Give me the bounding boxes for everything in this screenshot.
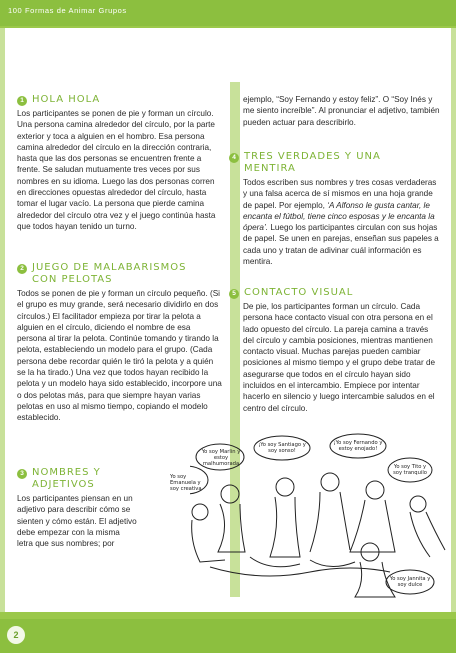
- body-text-a: Todos escriben sus nombres y tres cosas verdaderas y una falsa acerca de sí mismos en una hoja grande de papel. Por ejemplo,: [243, 178, 437, 210]
- header-bar: [0, 0, 456, 26]
- body-example: ‘A Alfonso le gusta cantar, le encanta el fútbol, tiene cinco esposas y le encanta la ópera’.: [243, 200, 435, 233]
- footer-band: [0, 619, 456, 653]
- header-title: 100 Formas de Animar Grupos: [8, 6, 127, 15]
- section-body: De pie, los participantes forman un círculo. Cada persona hace contacto visual con otra persona en el lado opuesto del círculo. La pareja camina a través del círculo y cambia posiciones, mientras mantienen contacto visual. Muchas parejas pueden cambiar posiciones al mismo tiempo y el grupo debe tratar de asegurarse que todos en el círculo hayan sido incluidos en el intercambio. Empiece por intentar hacerlo en silencio y luego intercambie saludos en el centro del círculo.: [243, 302, 436, 413]
- section-number: 1: [17, 96, 27, 106]
- section-title: CONTACTO VISUAL: [244, 287, 354, 298]
- section-title: NOMBRES Y ADJETIVOS: [32, 467, 101, 490]
- speech-bubble: Yo soy Marlin y estoy malhumorada: [201, 449, 241, 468]
- section-nombres-adjetivos: [17, 467, 137, 549]
- section-number: 4: [229, 153, 239, 163]
- continuation-text: ejemplo, “Soy Fernando y estoy feliz”. O “Soy Inés y me siento increíble”. Al pronunciar el adjetivo, también pueden actuar para describirlo.: [243, 95, 440, 127]
- speech-bubble: Yo soy Emanuela y soy creativa: [170, 474, 202, 493]
- section-title: JUEGO DE MALABARISMOS CON PELOTAS: [32, 262, 187, 285]
- speech-bubble: ¡Yo soy Santiago y soy sonso!: [258, 442, 306, 455]
- right-margin-stripe: [451, 28, 456, 612]
- section-body: Todos se ponen de pie y forman un círculo pequeño. (Si el grupo es muy grande, será necesario dividirlo en dos círculos.) El facilitador empieza por tirar la pelota a alguien en el círculo, diciendo el nombre de esa persona al tirar la pelota. Continúe tomando y tirando la pelota, estableciendo un modelo para el grupo. (Cada persona debe recordar quién le tiró la pelota y a quién se la ha tirado.) Una vez que todos hayan recibido la pelota y un modelo haya sido establecido, incorpore una o dos pelotas más, para que siempre hayan varias pelotas en uso al mismo tiempo, copiando el modelo establecido.: [17, 289, 222, 423]
- section-hola-hola: [17, 94, 222, 232]
- section-body: [243, 177, 441, 267]
- speech-bubble: Yo soy Tito y soy tranquilo: [393, 464, 427, 477]
- left-margin-stripe: [0, 28, 5, 612]
- section-number: 5: [229, 289, 239, 299]
- section-contacto-visual: [229, 287, 441, 414]
- speech-bubble: Yo soy Jannita y soy dulce: [389, 576, 431, 589]
- section-title: HOLA HOLA: [32, 94, 101, 105]
- section-body: Los participantes se ponen de pie y forman un círculo. Una persona camina alrededor del círculo, por la parte exterior y toca a alguien en el hombro. Esa persona camina alrededor del círculo en la dirección contraria, hasta que las dos personas se encuentren frente a frente. Se saludan mutuamente tres veces por sus nombres en su idioma. Luego las dos personas corren en direcciones opuestas alrededor del círculo, hasta tomar el lugar vacío. La persona que pierde camina alrededor del círculo otra vez y el juego continúa hasta que todos hayan tenido un turno.: [17, 109, 216, 231]
- section-3-continuation: [243, 94, 443, 128]
- group-illustration: [170, 432, 450, 602]
- body-text-b: Luego los participantes circulan con sus hojas de papel. Se unen en parejas, enseñan sus papeles a cada uno y tratan de adivinar cuál información es mentira.: [243, 223, 439, 267]
- speech-bubble: ¡Yo soy Fernando y estoy enojado!: [333, 440, 383, 453]
- section-tres-verdades: [229, 151, 441, 267]
- section-juego-malabarismos: [17, 262, 222, 424]
- section-body: Los participantes piensan en un adjetivo para describir cómo se sienten y cómo están. El adjetivo debe empezar con la misma letra que sus nombres; por: [17, 494, 137, 549]
- section-number: 2: [17, 264, 27, 274]
- section-number: 3: [17, 469, 27, 479]
- section-title: TRES VERDADES Y UNA MENTIRA: [244, 151, 381, 174]
- page-number: 2: [7, 626, 25, 644]
